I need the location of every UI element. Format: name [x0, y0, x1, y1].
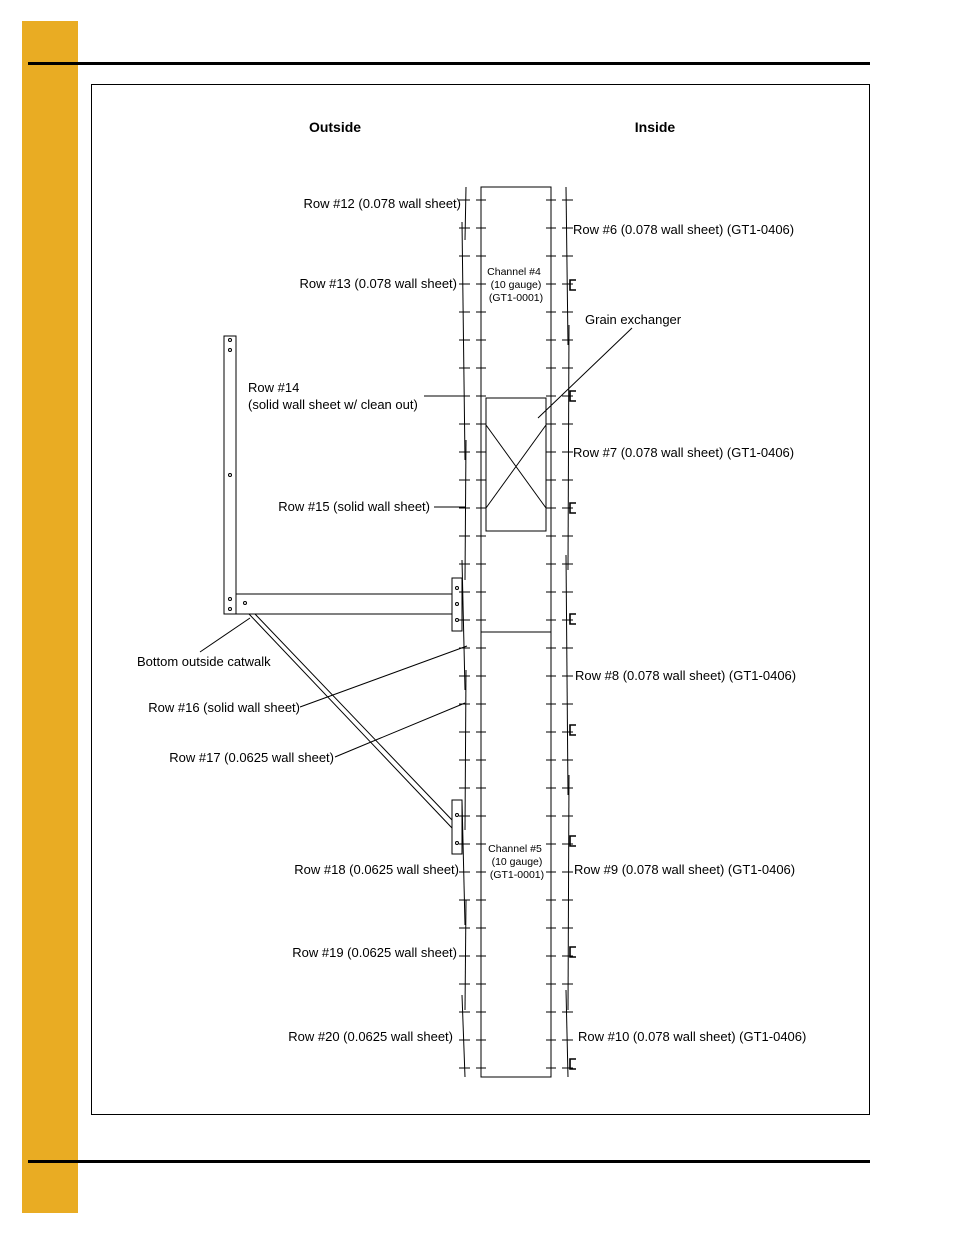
label-row-16: Row #16 (solid wall sheet)	[148, 700, 300, 715]
catwalk-brace-2	[255, 614, 452, 820]
inside-sheet-segment	[566, 187, 568, 345]
outside-sheet-segment	[465, 187, 466, 240]
catwalk-arm	[236, 594, 452, 614]
outside-wall-sheets	[462, 187, 466, 1077]
heading-outside: Outside	[308, 119, 362, 135]
catwalk-bracket	[224, 336, 462, 854]
channel-5-part: (GT1-0001)	[489, 869, 545, 881]
label-row-8: Row #8 (0.078 wall sheet) (GT1-0406)	[575, 668, 797, 683]
label-row-19: Row #19 (0.0625 wall sheet)	[292, 945, 457, 960]
label-row-17: Row #17 (0.0625 wall sheet)	[169, 750, 334, 765]
inside-sheet-segment	[568, 325, 569, 570]
stiffener-bracket	[570, 614, 576, 624]
inside-sheet-segment	[568, 775, 569, 1010]
label-row-7: Row #7 (0.078 wall sheet) (GT1-0406)	[573, 445, 795, 460]
label-row-9: Row #9 (0.078 wall sheet) (GT1-0406)	[574, 862, 796, 877]
label-row-14-title: Row #14	[248, 380, 300, 395]
catwalk-upper-mount	[452, 578, 462, 631]
channel-5-name: Channel #5	[488, 843, 542, 855]
label-bottom-catwalk: Bottom outside catwalk	[137, 654, 271, 669]
label-row-14-detail: (solid wall sheet w/ clean out)	[248, 397, 418, 412]
label-row-20: Row #20 (0.0625 wall sheet)	[288, 1029, 453, 1044]
channel-column	[481, 187, 551, 1077]
label-row-6: Row #6 (0.078 wall sheet) (GT1-0406)	[573, 222, 795, 237]
catwalk-lower-mount	[452, 800, 462, 854]
channel-bolt-ticks	[476, 200, 556, 1068]
label-grain-exchanger: Grain exchanger	[585, 312, 682, 327]
label-row-12: Row #12 (0.078 wall sheet)	[303, 196, 461, 211]
label-row-10: Row #10 (0.078 wall sheet) (GT1-0406)	[578, 1029, 807, 1044]
outside-wall-ticks	[459, 200, 470, 1068]
outside-sheet-segment	[465, 440, 466, 580]
stiffener-bracket	[570, 725, 576, 735]
label-row-13: Row #13 (0.078 wall sheet)	[299, 276, 457, 291]
channel-4-part: (GT1-0001)	[488, 292, 544, 304]
label-row-15: Row #15 (solid wall sheet)	[278, 499, 430, 514]
catwalk-upright	[224, 336, 236, 614]
inside-wall-sheets	[566, 187, 569, 1077]
heading-inside: Inside	[634, 119, 676, 135]
channel-5-gauge: (10 gauge)	[491, 856, 543, 868]
outside-sheet-segment	[465, 670, 466, 830]
label-row-18: Row #18 (0.0625 wall sheet)	[294, 862, 459, 877]
inside-sheet-segment	[566, 555, 568, 795]
grain-exchanger-box	[486, 398, 546, 531]
stiffener-bracket	[570, 280, 576, 290]
channel-4-gauge: (10 gauge)	[490, 279, 542, 291]
channel-4-name: Channel #4	[487, 266, 541, 278]
